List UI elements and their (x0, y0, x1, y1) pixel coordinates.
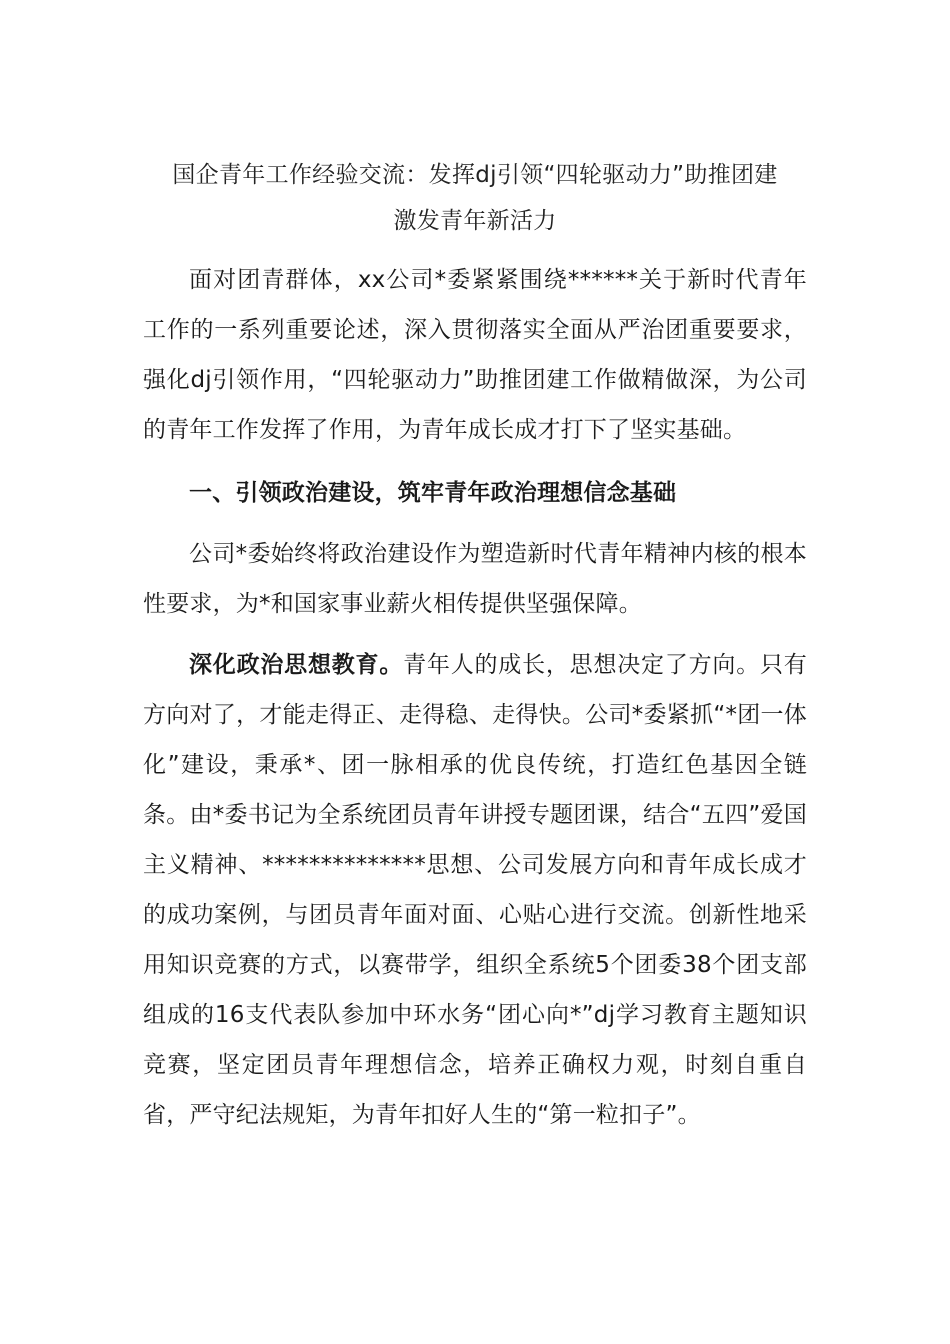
section-heading-1: 一、引领政治建设，筑牢青年政治理想信念基础 (189, 480, 677, 506)
intro-paragraph: 面对团青群体，xx公司*委紧紧围绕******关于新时代青年工作的一系列重要论述，深入贯彻落实全面从严治团重要要求，强化dj引领作用，“四轮驱动力”助推团建工作做精做深，为公司的青年工作发挥了作用，为青年成长成才打下了坚实基础。 (143, 267, 807, 443)
document-body (143, 152, 807, 1140)
section-1-paragraph-1: 公司*委始终将政治建设作为塑造新时代青年精神内核的根本性要求，为*和国家事业薪火相传提供坚强保障。 (143, 541, 807, 617)
paragraph-body-text: 青年人的成长，思想决定了方向。只有方向对了，才能走得正、走得稳、走得快。公司*委紧抓“*团一体化”建设，秉承*、团一脉相承的优良传统，打造红色基因全链条。由*委书记为全系统团员青年讲授专题团课，结合“五四”爱国主义精神、**************思想、公司发展方向和青年成长成才的成功案例，与团员青年面对面、心贴心进行交流。创新性地采用知识竞赛的方式，以赛带学，组织全系统5个团委38个团支部组成的16支代表队参加中环水务“团心向*”dj学习教育主题知识竞赛，坚定团员青年理想信念，培养正确权力观，时刻自重自省，严守纪法规矩，为青年扣好人生的“第一粒扣子”。 (143, 652, 807, 1128)
document-title (143, 152, 807, 244)
title-line-1: 国企青年工作经验交流：发挥dj引领“四轮驱动力”助推团建 (172, 162, 778, 188)
title-line-2: 激发青年新活力 (393, 208, 557, 234)
paragraph-lead-heading: 深化政治思想教育。 (189, 652, 404, 678)
section-1-paragraph-2 (143, 640, 807, 1140)
